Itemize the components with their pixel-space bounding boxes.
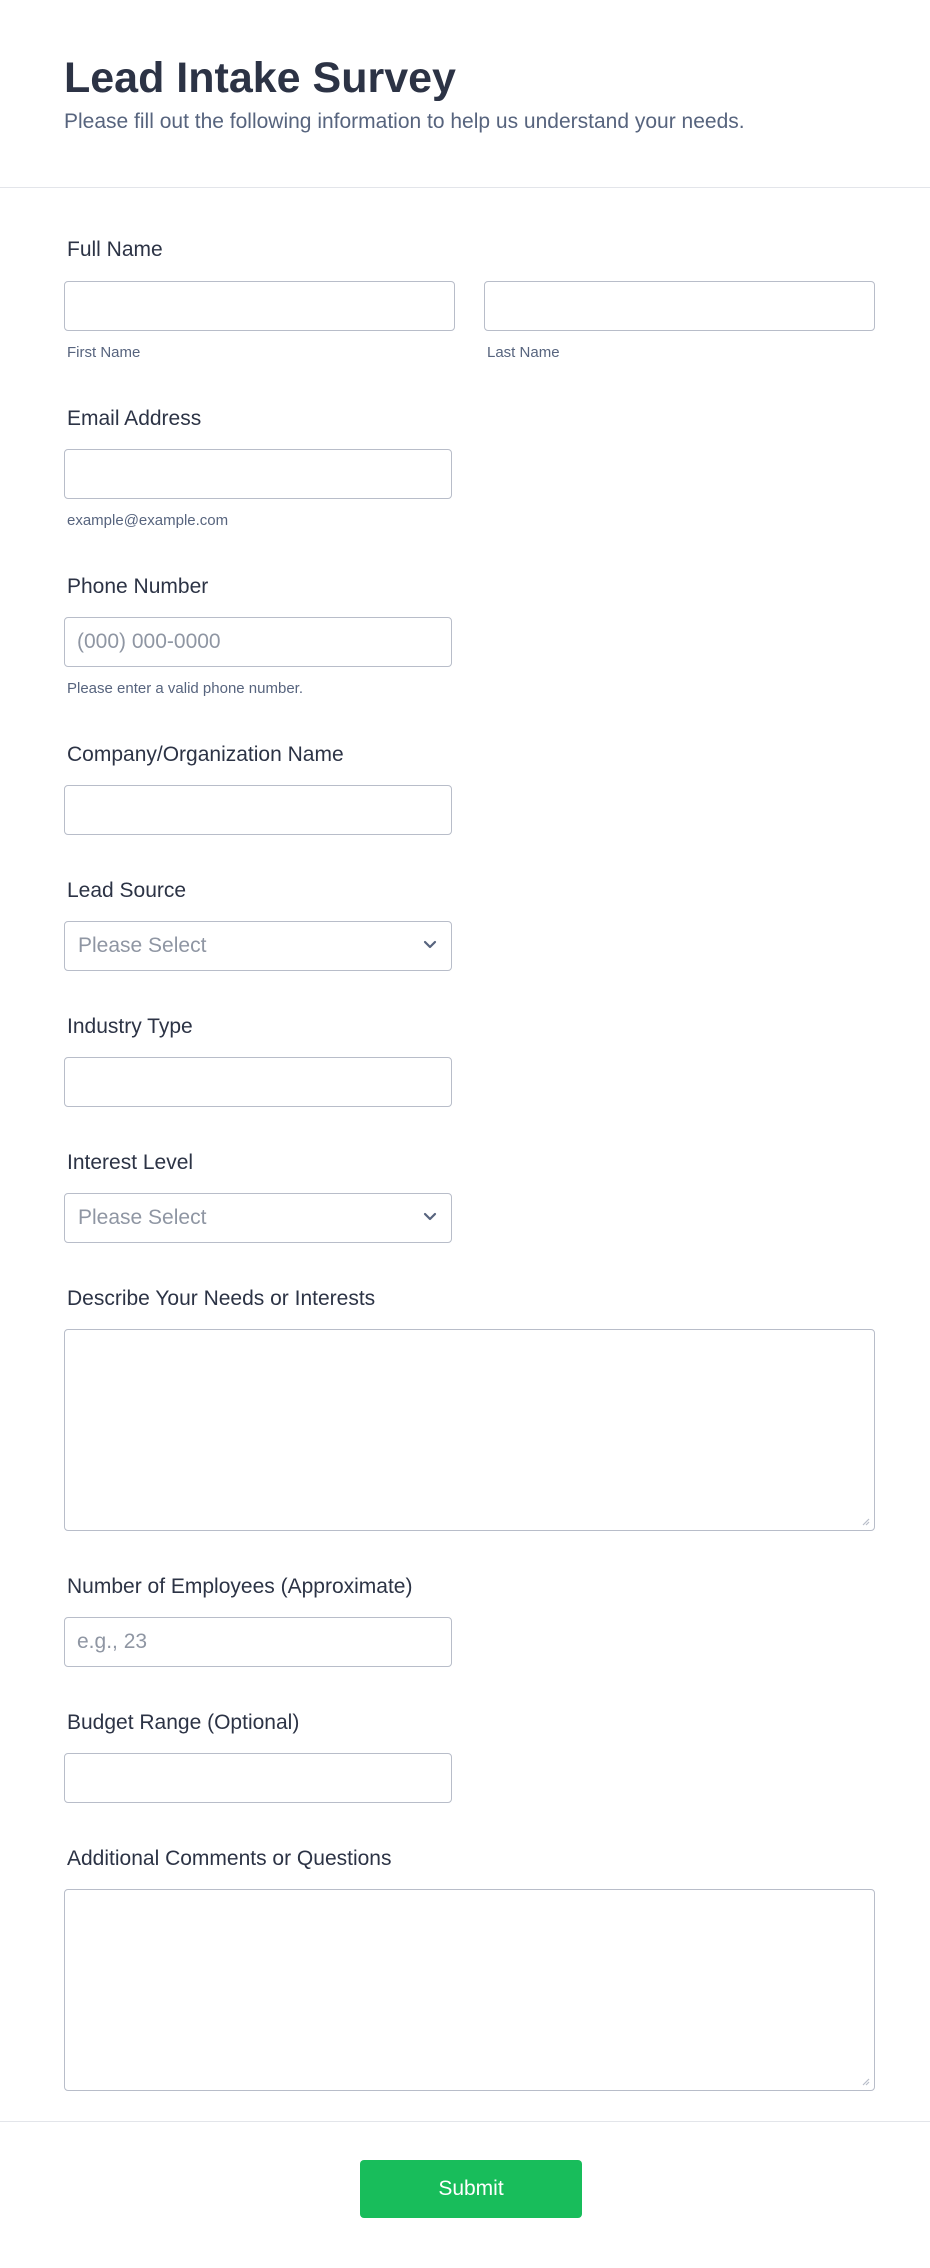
first-name-input[interactable] <box>64 281 455 331</box>
budget-field[interactable] <box>64 1753 452 1803</box>
form-footer <box>0 2121 930 2268</box>
interest-level-select[interactable] <box>64 1193 452 1243</box>
lead-source-label: Lead Source <box>67 879 187 902</box>
comments-textarea[interactable] <box>64 1889 875 2091</box>
resize-grip-icon[interactable] <box>860 1516 870 1526</box>
lead-source-select[interactable] <box>64 921 452 971</box>
needs-textarea[interactable] <box>64 1329 875 1531</box>
full-name-label: Full Name <box>67 238 163 261</box>
budget-label: Budget Range (Optional) <box>67 1711 300 1734</box>
phone-field[interactable] <box>64 617 452 667</box>
company-field[interactable] <box>64 785 452 835</box>
employees-field[interactable] <box>64 1617 452 1667</box>
phone-label: Phone Number <box>67 575 209 598</box>
email-sublabel: example@example.com <box>67 512 229 529</box>
phone-sublabel: Please enter a valid phone number. <box>67 680 303 697</box>
page-title: Lead Intake Survey <box>64 54 456 102</box>
submit-button[interactable]: Submit <box>360 2160 582 2218</box>
last-name-sublabel: Last Name <box>487 344 560 361</box>
chevron-down-icon <box>423 940 437 950</box>
page-subtitle: Please fill out the following information to help us understand your needs. <box>64 110 745 133</box>
employees-label: Number of Employees (Approximate) <box>67 1575 413 1598</box>
resize-grip-icon[interactable] <box>860 2076 870 2086</box>
last-name-input[interactable] <box>484 281 875 331</box>
lead-source-selected: Please Select <box>78 934 207 957</box>
company-label: Company/Organization Name <box>67 743 344 766</box>
interest-level-label: Interest Level <box>67 1151 194 1174</box>
industry-field[interactable] <box>64 1057 452 1107</box>
industry-label: Industry Type <box>67 1015 193 1038</box>
email-label: Email Address <box>67 407 202 430</box>
interest-level-selected: Please Select <box>78 1206 207 1229</box>
chevron-down-icon <box>423 1212 437 1222</box>
needs-label: Describe Your Needs or Interests <box>67 1287 376 1310</box>
first-name-sublabel: First Name <box>67 344 141 361</box>
comments-label: Additional Comments or Questions <box>67 1847 392 1870</box>
email-field[interactable] <box>64 449 452 499</box>
form-header <box>0 0 930 188</box>
